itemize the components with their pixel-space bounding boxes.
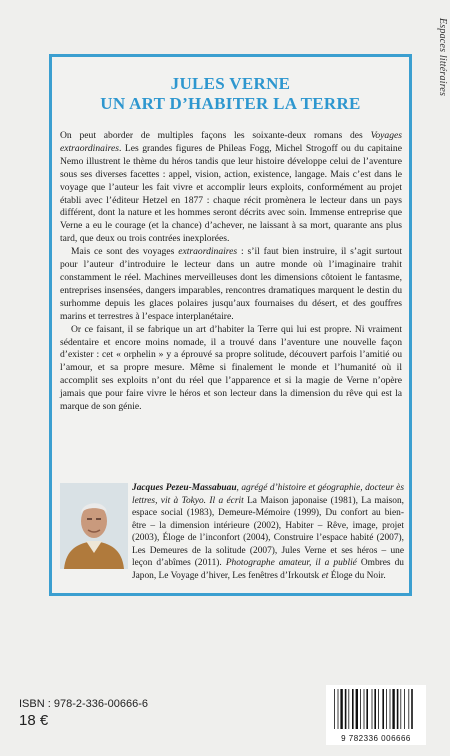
bio-photo-books: Ombres du Japon, Le Voyage d’hiver, Les fenêtres d’Irkoutsk (132, 558, 404, 581)
bio-last: Éloge du Noir. (328, 570, 386, 581)
blurb-emphasis: extraordinaires (178, 246, 238, 258)
blurb-emphasis: Voyages extraordinaires (60, 130, 402, 154)
bio-conjunction: et (321, 570, 329, 581)
title-line-1: JULES VERNE (170, 74, 291, 93)
barcode-number: 9 782336 006666 (341, 734, 411, 743)
book-title (52, 74, 409, 114)
blurb-text: : s’il faut bien instruire, il s’agit surtout pour l’auteur d’introduire le lecteur dans un autre monde où l’imaginaire trahit constamment le réel. Machines merveilleuses dont les dimensions côtoient le fantasme, entreprises insensées, dangers imparables, rencontres dramatiques marquent le destin du surhomme depuis les glaces polaires jusqu’aux fournaises du désert, et des gouffres marins et terrestres à l’espace interplanétaire. (60, 246, 402, 322)
bio-photo: Photographe amateur, il a publié (225, 558, 357, 568)
title-line-2: UN ART D’HABITER LA TERRE (100, 94, 361, 113)
bio-intro: , agrégé d’histoire et géographie, docteur ès lettres, vit à Tokyo. Il a écrit (132, 483, 404, 506)
barcode-bars-icon (326, 685, 426, 735)
blurb-paragraph-2 (60, 246, 402, 323)
isbn: ISBN : 978-2-336-00666-6 (19, 698, 149, 710)
author-bio (60, 482, 404, 582)
blurb-paragraph-1 (60, 130, 402, 246)
series-label: Espaces littéraires (437, 18, 448, 97)
author-name: Jacques Pezeu-Massabuau (132, 483, 237, 493)
bio-books: La Maison japonaise (1981), La maison, espace social (1983), Demeure-Mémoire (1999), Du confort au bien-être – la dimension intérieure (2002), Habiter – Rêve, image, projet (2003), Éloge de l’inconfort (2004), Construire l’espace habité (2007), Les Demeures de la solitude (2007), Jules Verne et ses héros – une leçon d’abîmes (2011). (132, 495, 404, 568)
blurb-text: On peut aborder de multiples façons les soixante-deux romans des (60, 130, 371, 141)
blurb-text: . Les grandes figures de Phileas Fogg, Michel Strogoff ou du capitaine Nemo illustrent le thème du héros tandis que leur histoire développe celui de l’aventure sous ses diverses facettes : appel, vision, action, existence, langage. Mais c’est dans le voyage que l’auteur les fait vivre et accomplir leurs exploits, conformément au projet établi avec l’éditeur Hetzel en 1877 : chaque récit promènera le lecteur dans un pays différent, dont la nature et les hommes seront décrits avec soin. Immense entreprise que Verne a eu le courage (et la chance) d’achever, ne laissant à sa mort, quarante ans plus tard, que deux ou trois contrées inexplorées. (60, 142, 402, 245)
price: 18 € (19, 712, 49, 729)
blurb-paragraph-3: Or ce faisant, il se fabrique un art d’habiter la Terre qui lui est propre. Ni vraiment sédentaire et encore moins nomade, il a trouvé dans l’aventure une nouvelle façon d’exister : cet « orphelin » y a éprouvé sa propre solitude, découvert parfois l’amitié ou l’amour, et sa propre mesure. Même si finalement le monde et l’humanité où il accomplit ses exploits n’ont du réel que l’apparence et si la magie de Verne n’opère jamais que pour faire vivre le héros et son lecteur dans la dimension du rêve qui est la marque de son génie. (60, 323, 402, 413)
blurb-text: Mais ce sont des voyages (71, 246, 179, 258)
photo-spacer (60, 482, 132, 570)
blurb (60, 130, 402, 414)
barcode (326, 685, 426, 745)
